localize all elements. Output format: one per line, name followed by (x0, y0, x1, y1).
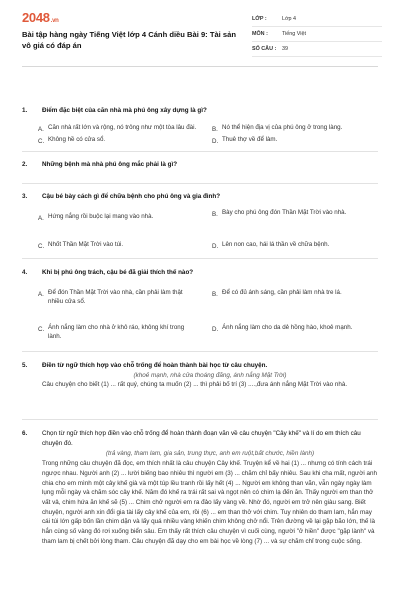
option-text: Ánh nắng làm cho da dẻ hồng hào, khoẻ mạnh. (222, 324, 353, 331)
fill-in-passage: Câu chuyện cho biết (1) ... rất quý, chúng ta muốn (2) ... thì phải bố trí (3) ....,đưa ánh nắng Mặt Trời vào nhà. (42, 381, 348, 388)
option-letter: B. (212, 291, 218, 298)
option-text: Căn nhà rất lớn và rộng, nó trông như một tòa lâu đài. (48, 124, 197, 131)
word-bank: (khoẻ mạnh, nhà cửa thoáng đãng, ánh nắng Mặt Trời) (133, 372, 287, 379)
option-c[interactable] (38, 323, 198, 341)
question-text: Cậu bé bày cách gì để chữa bệnh cho phú ông và gia đình? (42, 193, 221, 200)
option-b[interactable] (212, 208, 372, 219)
question-text: Khi bị phú ông trách, cậu bé đã giải thích thế nào? (42, 269, 194, 276)
question-4 (22, 268, 378, 277)
option-text: Ánh nắng làm cho nhà ở khô ráo, không khí trong lành. (48, 324, 185, 340)
option-text: Nó thể hiện địa vị của phú ông ở trong làng. (222, 124, 343, 131)
option-text: Không hề có cửa sổ. (48, 136, 106, 143)
question-divider (22, 183, 378, 184)
info-label: LỚP : (252, 16, 267, 22)
document-title: Bài tập hàng ngày Tiếng Việt lớp 4 Cánh diều Bài 9: Tài sản vô giá có đáp án (22, 30, 236, 50)
question-number: 4. (22, 269, 28, 276)
question-number: 3. (22, 193, 28, 200)
option-letter: A. (38, 126, 44, 133)
option-text: Nhốt Thần Mặt Trời vào túi. (48, 241, 124, 248)
info-row-subject (252, 27, 382, 42)
site-logo[interactable] (22, 10, 59, 25)
question-number: 2. (22, 161, 28, 168)
question-3 (22, 192, 378, 201)
option-a[interactable] (38, 288, 198, 306)
option-letter: D. (212, 138, 219, 145)
option-text: Để có đủ ánh sáng, cần phải làm nhà tre lá. (222, 289, 342, 296)
option-letter: C. (38, 138, 45, 145)
question-divider (22, 151, 378, 152)
info-label: MÔN : (252, 31, 268, 37)
info-value: 39 (282, 46, 288, 52)
question-text: Chọn từ ngữ thích hợp điền vào chỗ trống để hoàn thành đoạn văn về câu chuyện "Cây khế" và lí do em thích câu chuyện đó. (42, 430, 361, 447)
header-divider (22, 66, 378, 67)
question-text: Điểm đặc biệt của căn nhà mà phú ông xây dựng là gì? (42, 107, 207, 114)
question-divider (22, 419, 378, 420)
option-text: Để đón Thần Mặt Trời vào nhà, cần phải làm thật nhiều cửa sổ. (48, 289, 183, 305)
option-d[interactable] (212, 323, 372, 334)
fill-in-passage: Trong những câu chuyện đã đọc, em thích nhất là câu chuyện Cây khế. Truyện kể về hai (1) ... nhưng có tính cách trái ngược nhau. Người anh (2) ... lười biếng bao nhiêu thì người em (3) ... chăm chỉ bấy nhiêu. Sau khi cha mất, người anh chia cho em mình một cây khế già và một túp lều tranh rồi lấy hết (4) ... Người em không than vãn, vẫn ngày ngày làm lụng mỗi ngày và chăm sóc cây khế. Năm đó khế ra trái rất sai và ngọt nên có chim lạ đến ăn. Thấy người em than thở vất vả, chim hứa ăn khế sẽ (5) ... Chim chở người em ra đảo lấy vàng về. Nhờ đó, người em trở nên giàu sang. Biết chuyện, người anh xin đổi gia tài lấy cây khế của em, rồi (6) ... em than thở với chim. Tuy nhiên do tham lam, hắn may cái túi lớn gấp bốn lần chim dặn và lấy quá nhiều vàng khiến chim không chở nổi. Trên đường về lại gặp bão lớn, thế là hắn cùng số vàng đó rơi xuống biển sâu. Em thấy rất thích câu chuyện vì cuối cùng, người "ở hiền" được "gặp lành" và tham lam bị chết bởi lòng tham. Câu chuyện đã dạy cho em bài học về lòng (7) ... và sự chăm chỉ trong cuộc sống. (42, 460, 378, 545)
info-label: SỐ CÂU : (252, 46, 277, 52)
option-letter: A. (38, 215, 44, 222)
option-letter: B. (212, 211, 218, 218)
option-letter: D. (212, 326, 219, 333)
option-d[interactable] (212, 135, 372, 146)
question-text: Những bệnh mà nhà phú ông mắc phải là gì? (42, 161, 178, 168)
option-c[interactable] (38, 135, 198, 146)
option-text: Bày cho phú ông đón Thần Mặt Trời vào nhà. (222, 209, 347, 216)
option-b[interactable] (212, 123, 372, 134)
option-d[interactable] (212, 240, 372, 251)
option-letter: B. (212, 126, 218, 133)
option-text: Lên non cao, hái lá thần về chữa bệnh. (222, 241, 330, 248)
question-6 (22, 429, 378, 546)
logo-text: 2048 (22, 10, 50, 25)
question-number: 5. (22, 362, 28, 369)
option-a[interactable] (38, 212, 198, 223)
question-divider (22, 351, 378, 352)
question-1 (22, 106, 378, 115)
question-divider (22, 258, 378, 259)
option-text: Thuê thợ về để làm. (222, 136, 278, 143)
option-letter: D. (212, 243, 219, 250)
question-number: 1. (22, 107, 28, 114)
option-text: Hứng nắng rồi buộc lại mang vào nhà. (48, 213, 154, 220)
option-letter: A. (38, 291, 44, 298)
question-text: Điền từ ngữ thích hợp vào chỗ trống để hoàn thành bài học từ câu chuyện. (42, 362, 268, 369)
question-2 (22, 160, 378, 169)
logo-suffix: .vn (50, 18, 59, 24)
option-letter: C. (38, 326, 45, 333)
info-value: Lớp 4 (282, 16, 297, 22)
option-b[interactable] (212, 288, 372, 299)
option-letter: C. (38, 243, 45, 250)
document-info-table (252, 12, 382, 57)
info-value: Tiếng Việt (282, 31, 306, 37)
info-row-grade (252, 12, 382, 27)
option-a[interactable] (38, 123, 198, 134)
option-c[interactable] (38, 240, 198, 251)
word-bank: (trả vàng, tham lam, gia sản, trung thực, anh em ruột,bất chước, hiền lành) (105, 450, 315, 458)
info-row-question-count (252, 42, 382, 57)
question-5 (22, 361, 378, 389)
question-number: 6. (22, 430, 28, 437)
